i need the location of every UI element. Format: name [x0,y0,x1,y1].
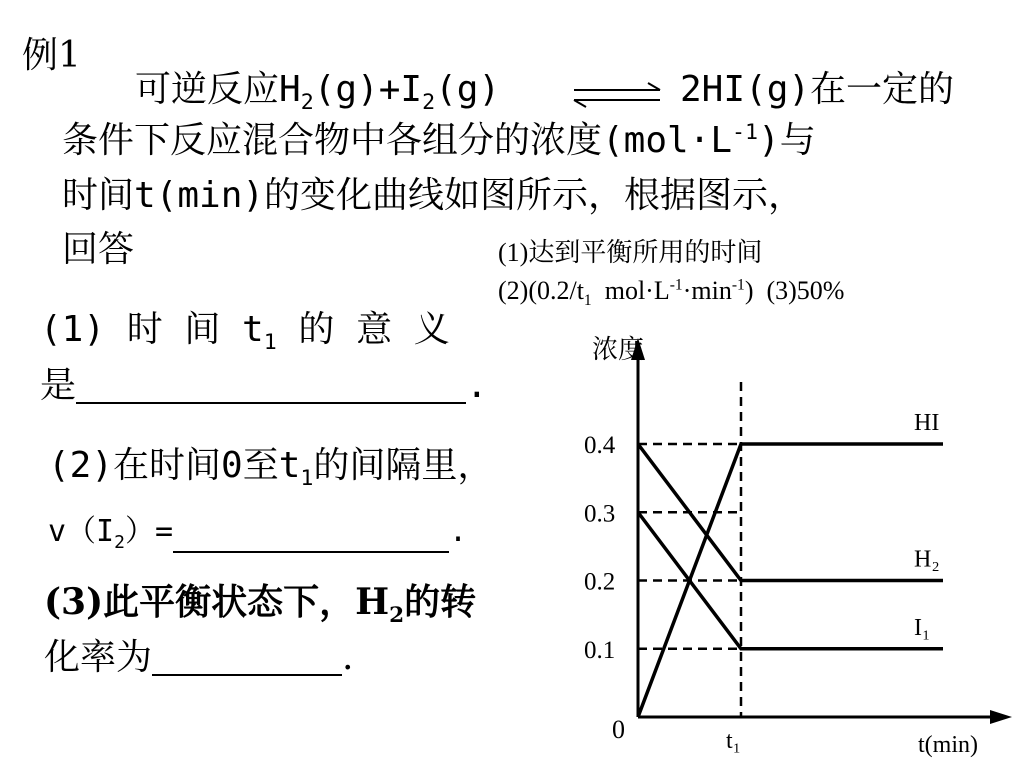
y-tick-label: 0.4 [584,432,616,459]
y-axis-label: 浓度 [592,335,645,364]
question-text: 化率为 [44,637,153,678]
subscript: 2 [422,90,436,116]
y-tick-label: 0.2 [584,568,616,596]
question-text: (3)此平衡状态下，H [44,581,390,623]
x-axis-arrow-icon [990,710,1012,724]
problem-text: (g) [435,69,501,110]
question-text: 是 [40,365,77,406]
question-text: . [449,514,468,549]
question-text: 的转 [404,581,477,623]
problem-text: (g)+I [313,69,423,110]
subscript: 1 [583,292,592,310]
question-text: 的 意 义 [276,309,450,350]
answer-text: mol·L [591,276,670,305]
x-tick-label-t1: t₁ [726,728,742,754]
problem-text: )与 [758,120,816,161]
problem-text: 条件下反应混合物中各组分的浓度(mol·L [62,120,733,161]
answer-text: ) (3)50% [744,276,845,305]
superscript: -1 [732,120,759,145]
question-text: (1) 时 间 t [40,309,264,350]
question-text: (2)在时间0至t [48,445,301,486]
y-tick-label: 0.3 [584,500,616,528]
answer-text: (2)(0.2/t [498,276,584,305]
problem-line-4: 回答 [62,229,135,270]
example-label: 例1 [22,35,81,76]
answer-1: (1)达到平衡所用的时间 [498,238,763,267]
problem-line-1-suffix: 2HI(g)在一定的 [680,69,955,110]
x-axis-label: t(min) [918,732,978,758]
origin-label: 0 [612,715,625,744]
y-tick-label: 0.1 [584,636,616,664]
subscript: 2 [389,603,405,629]
subscript: 2 [300,90,314,116]
series-label: H₂ [914,546,940,573]
question-text: ）= [124,514,174,549]
subscript: 2 [114,532,125,553]
problem-text: 可逆反应H [135,69,301,110]
series-label: HI [914,410,940,436]
question-text: . [466,365,488,406]
subscript: 1 [263,330,277,356]
superscript: -1 [731,276,745,294]
question-text: 的间隔里， [313,445,494,486]
question-text: . [342,637,354,678]
subscript: 1 [300,466,314,492]
series-label: I₁ [914,614,931,641]
problem-line-3: 时间t(min)的变化曲线如图所示，根据图示， [62,175,805,216]
answer-text: ·min [682,276,732,305]
superscript: -1 [669,276,683,294]
question-text: v（I [48,514,115,549]
